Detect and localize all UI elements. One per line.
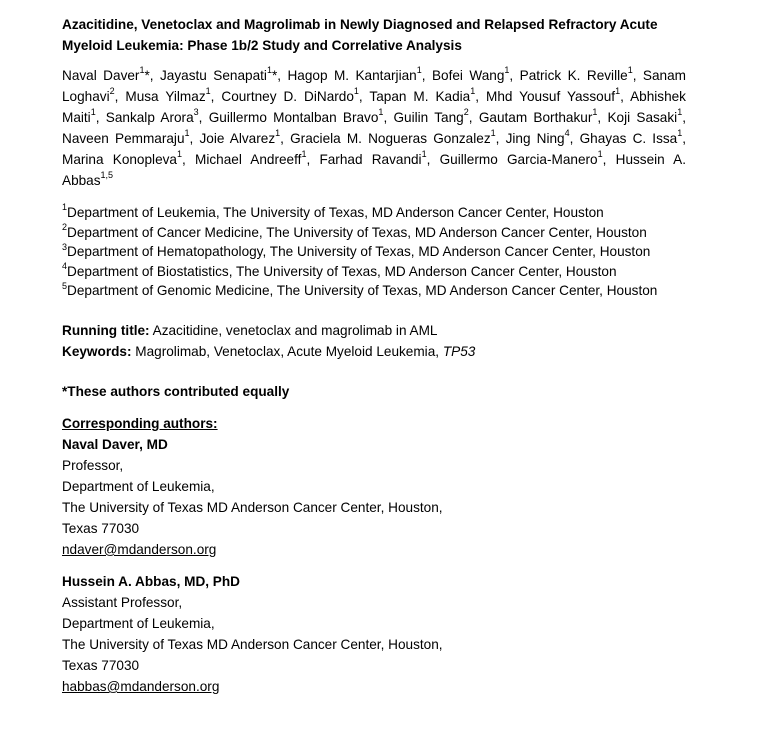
author bbox=[431, 65, 510, 83]
author-affiliation-number: 1 bbox=[205, 86, 211, 97]
affiliation bbox=[62, 281, 686, 301]
author-name: Koji Sasaki bbox=[607, 110, 678, 125]
email-link[interactable]: ndaver@mdanderson.org bbox=[62, 541, 217, 557]
affiliation-number: 1 bbox=[62, 202, 68, 213]
equal-contribution-mark: * bbox=[144, 68, 150, 83]
corresponding-name: Hussein A. Abbas, MD, PhD bbox=[62, 573, 240, 589]
author-affiliation-number: 4 bbox=[564, 128, 570, 139]
author-name: Tapan M. Kadia bbox=[369, 89, 471, 104]
author-name: Courtney D. DiNardo bbox=[221, 89, 354, 104]
author bbox=[125, 86, 211, 104]
author-affiliation-number: 1 bbox=[490, 128, 496, 139]
author-affiliation-number: 1 bbox=[677, 128, 683, 139]
author bbox=[393, 107, 469, 125]
corresponding-line: The University of Texas MD Anderson Cancer Center, Houston, bbox=[62, 499, 443, 515]
author-affiliation-number: 1 bbox=[353, 86, 359, 97]
author bbox=[105, 107, 199, 125]
corresponding-line: Texas 77030 bbox=[62, 657, 140, 673]
author-name: Bofei Wang bbox=[431, 68, 505, 83]
corresponding-line: Assistant Professor, bbox=[62, 594, 183, 610]
corresponding-line: Texas 77030 bbox=[62, 520, 140, 536]
author-name: Guillermo Montalban Bravo bbox=[208, 110, 379, 125]
author-affiliation-number: 1 bbox=[504, 65, 510, 76]
author bbox=[287, 65, 422, 83]
email-link[interactable]: habbas@mdanderson.org bbox=[62, 678, 220, 694]
author bbox=[486, 86, 621, 104]
affiliation-text: Department of Biostatistics, The University of Texas, MD Anderson Cancer Center, Houston bbox=[67, 263, 617, 279]
corresponding-line: Department of Leukemia, bbox=[62, 478, 215, 494]
author bbox=[478, 107, 598, 125]
author bbox=[290, 128, 496, 146]
author-name: Sanam Loghavi bbox=[62, 68, 686, 104]
affiliation-text: Department of Leukemia, The University of Texas, MD Anderson Cancer Center, Houston bbox=[67, 205, 604, 220]
author bbox=[221, 86, 359, 104]
author-name: Sankalp Arora bbox=[105, 110, 194, 125]
author bbox=[62, 65, 150, 83]
author-list: Naval Daver$^1$*, Jayastu Senapati$^1$*, Hagop M. Kantarjian$^1$, Bofei Wang$^1$, Patrick K. Reville$^1$, Sanam Loghavi$^2$, Musa Yilmaz$^1$, Courtney D. DiNardo$^1$, Tapan M. Kadia$^1$, Mhd Yousuf Yassouf$^1$, Abhishek Maiti$^1$, Sankalp Arora$^3$, Guillermo Montalban Bravo$^1$, Guilin Tang$^2$, Gautam Borthakur$^1$, Koji Sasaki$^1$, Naveen Pemmaraju$^1$, Joie Alvarez$^1$, Graciela M. Nogueras Gonzalez$^1$, Jing Ning$^4$, Ghayas C. Issa$^1$, Marina Konopleva$^1$, Michael Andreeff$^1$, Farhad Ravandi$^1$, Guillermo Garcia-Manero$^1$, Hussein A. Abbas$^{1,5}$ bbox=[62, 65, 687, 188]
author-name: Naveen Pemmaraju bbox=[62, 131, 185, 146]
author-name: Jing Ning bbox=[505, 131, 565, 146]
author-name: Hussein A. Abbas bbox=[62, 152, 687, 188]
author-affiliation-number: 2 bbox=[463, 107, 469, 118]
author-affiliation-number: 1 bbox=[470, 86, 476, 97]
author-name: Gautam Borthakur bbox=[478, 110, 593, 125]
affiliation-text: Department of Genomic Medicine, The University of Texas, MD Anderson Cancer Center, Houston bbox=[67, 283, 658, 299]
corresponding-name: Naval Daver, MD bbox=[62, 436, 168, 452]
corresponding-line: Department of Leukemia, bbox=[62, 615, 215, 631]
author-name: Farhad Ravandi bbox=[319, 152, 422, 167]
paper-title-page bbox=[62, 14, 686, 697]
author bbox=[62, 149, 183, 167]
affiliation bbox=[62, 223, 686, 243]
affiliation-text: Department of Cancer Medicine, The University of Texas, MD Anderson Cancer Center, Houston bbox=[67, 224, 647, 240]
author bbox=[519, 65, 633, 83]
author bbox=[369, 86, 476, 104]
author-affiliation-number: 1 bbox=[139, 65, 145, 76]
affiliation-number: 4 bbox=[62, 261, 68, 272]
author-affiliation-number: 1 bbox=[177, 149, 183, 160]
author-name: Hagop M. Kantarjian bbox=[287, 68, 417, 83]
author-name: Michael Andreeff bbox=[195, 152, 302, 167]
affiliations bbox=[62, 203, 686, 301]
author-affiliation-number: 1 bbox=[416, 65, 422, 76]
author-affiliation-number: 2 bbox=[109, 86, 115, 97]
author-name: Mhd Yousuf Yassouf bbox=[486, 89, 616, 104]
author-name: Naval Daver bbox=[62, 68, 140, 83]
author-affiliation-number: 1 bbox=[184, 128, 190, 139]
keywords bbox=[62, 341, 686, 362]
affiliation-number: 2 bbox=[62, 222, 68, 233]
author bbox=[199, 128, 281, 146]
author-affiliation-number: 1 bbox=[592, 107, 598, 118]
author-name: Guillermo Garcia-Manero bbox=[439, 152, 598, 167]
author bbox=[505, 128, 570, 146]
author-affiliation-number: 1 bbox=[627, 65, 633, 76]
author-affiliation-number: 1 bbox=[615, 86, 621, 97]
author-name: Graciela M. Nogueras Gonzalez bbox=[290, 131, 491, 146]
author-affiliation-number: 3 bbox=[193, 107, 199, 118]
running-title bbox=[62, 320, 686, 341]
paper-title: Azacitidine, Venetoclax and Magrolimab in Newly Diagnosed and Relapsed Refractory Acute Myeloid Leukemia: Phase 1b/2 Study and Correlative Analysis bbox=[62, 17, 658, 53]
author-affiliation-number: 1 bbox=[90, 107, 96, 118]
corresponding-author-1 bbox=[62, 434, 686, 560]
author bbox=[319, 149, 427, 167]
affiliation-text: Department of Hematopathology, The University of Texas, MD Anderson Cancer Center, Houston bbox=[67, 244, 651, 260]
author bbox=[195, 149, 307, 167]
author bbox=[579, 128, 683, 146]
author-affiliation-number: 1 bbox=[378, 107, 384, 118]
author-name: Jayastu Senapati bbox=[159, 68, 267, 83]
author-name: Marina Konopleva bbox=[62, 152, 177, 167]
affiliation bbox=[62, 242, 686, 262]
author bbox=[439, 149, 603, 167]
author bbox=[62, 128, 190, 146]
author-affiliation-number: 1 bbox=[421, 149, 427, 160]
running-title-label: Running title: bbox=[62, 322, 150, 338]
author bbox=[159, 65, 278, 83]
author-name: Abhishek Maiti bbox=[62, 89, 686, 125]
corresponding-line: Professor, bbox=[62, 457, 124, 473]
author-affiliation-number: 1 bbox=[266, 65, 272, 76]
author-name: Patrick K. Reville bbox=[519, 68, 628, 83]
author bbox=[607, 107, 683, 125]
author-name: Ghayas C. Issa bbox=[579, 131, 678, 146]
author bbox=[208, 107, 384, 125]
affiliation-number: 3 bbox=[62, 241, 68, 252]
corresponding-author-2 bbox=[62, 571, 686, 697]
corresponding-line: The University of Texas MD Anderson Cancer Center, Houston, bbox=[62, 636, 443, 652]
equal-contribution-mark: * bbox=[271, 68, 278, 83]
author-affiliation-number: 1 bbox=[301, 149, 307, 160]
keywords-text: Magrolimab, Venetoclax, Acute Myeloid Leukemia, bbox=[135, 343, 440, 359]
affiliation bbox=[62, 262, 686, 282]
keywords-label: Keywords: bbox=[62, 343, 132, 359]
author-affiliation-number: 1 bbox=[677, 107, 683, 118]
keywords-italic: TP53 bbox=[442, 343, 476, 359]
author-affiliation-number: 1 bbox=[597, 149, 603, 160]
author-name: Guilin Tang bbox=[393, 110, 464, 125]
author-name: Musa Yilmaz bbox=[125, 89, 206, 104]
author-affiliation-number: 1 bbox=[275, 128, 281, 139]
affiliation-number: 5 bbox=[62, 280, 68, 291]
author-name: Joie Alvarez bbox=[199, 131, 276, 146]
running-title-text: Azacitidine, venetoclax and magrolimab in AML bbox=[152, 322, 438, 338]
equal-contribution-note: *These authors contributed equally bbox=[62, 383, 290, 399]
corresponding-heading: Corresponding authors: bbox=[62, 415, 218, 431]
affiliation bbox=[62, 203, 686, 223]
author-affiliation-number: 1,5 bbox=[100, 170, 114, 181]
